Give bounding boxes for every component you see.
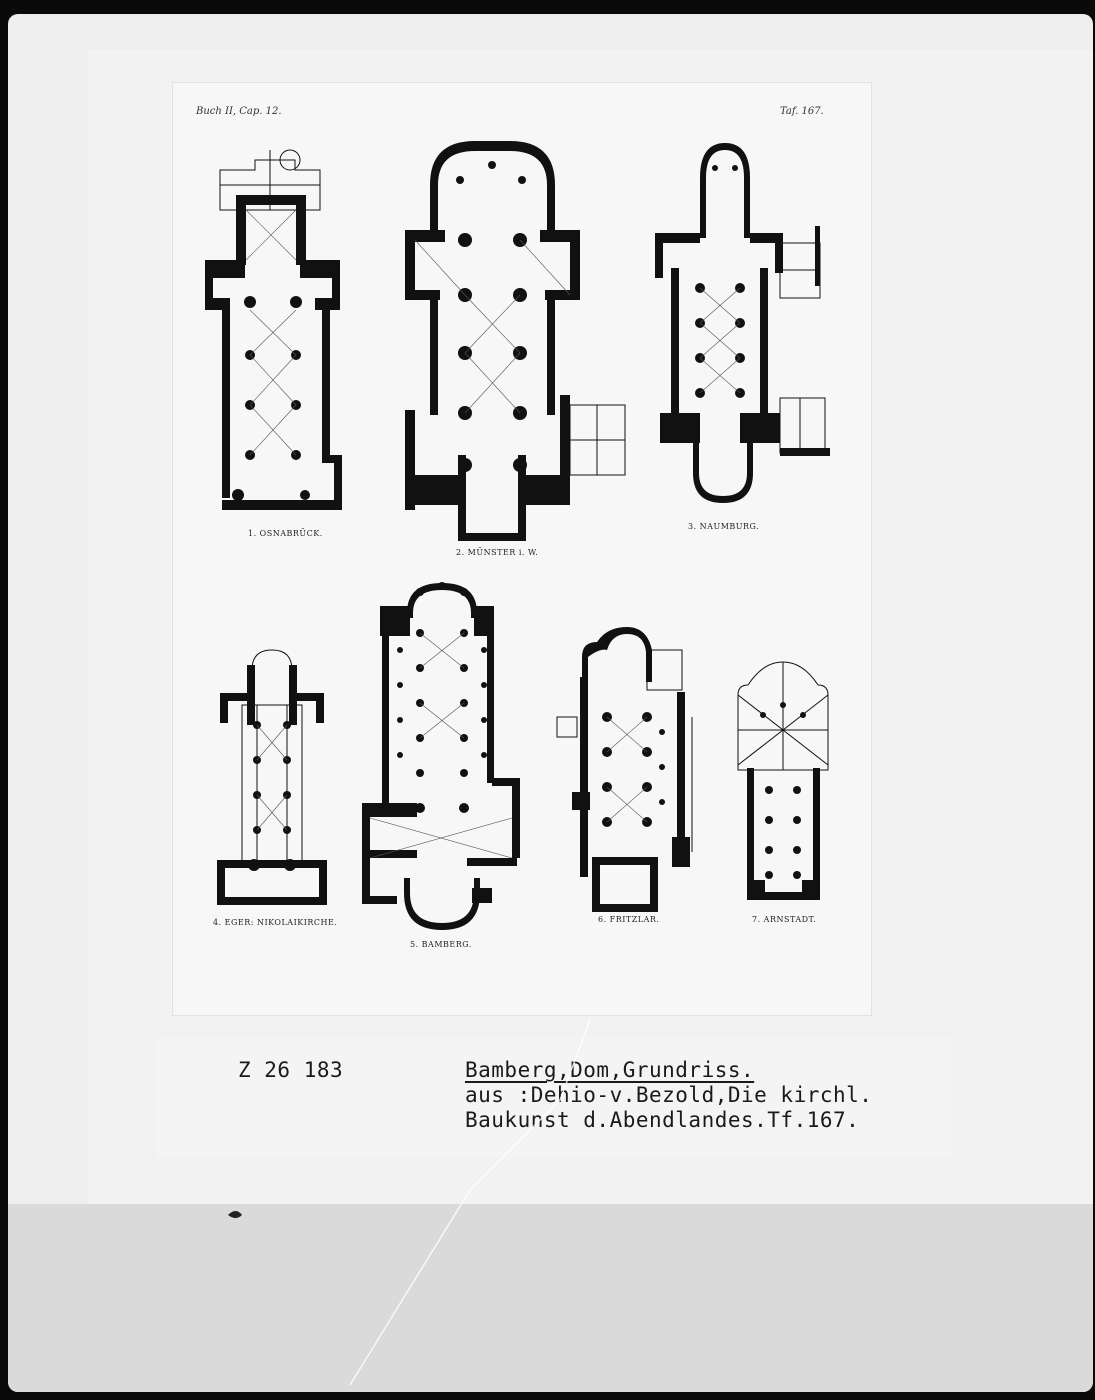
caption-fritzlar: 6. FRITZLAR. — [598, 915, 660, 924]
caption-naumburg: 3. NAUMBURG. — [688, 522, 760, 531]
caption-eger: 4. EGER: NIKOLAIKIRCHE. — [213, 918, 338, 927]
label-title: Bamberg,Dom,Grundriss. — [465, 1058, 755, 1082]
caption-osnabrueck: 1. OSNABRÜCK. — [248, 529, 323, 538]
caption-arnstadt: 7. ARNSTADT. — [752, 915, 817, 924]
catalog-number: Z 26 183 — [238, 1058, 344, 1082]
caption-muenster: 2. MÜNSTER i. W. — [456, 548, 539, 557]
source-line-2: Baukunst d.Abendlandes.Tf.167. — [465, 1108, 860, 1132]
plate-header-left: Buch II, Cap. 12. — [196, 106, 282, 117]
source-line-1: aus :Dehio-v.Bezold,Die kirchl. — [465, 1083, 873, 1107]
caption-bamberg: 5. BAMBERG. — [410, 940, 472, 949]
plate-header-right: Taf. 167. — [780, 106, 824, 117]
